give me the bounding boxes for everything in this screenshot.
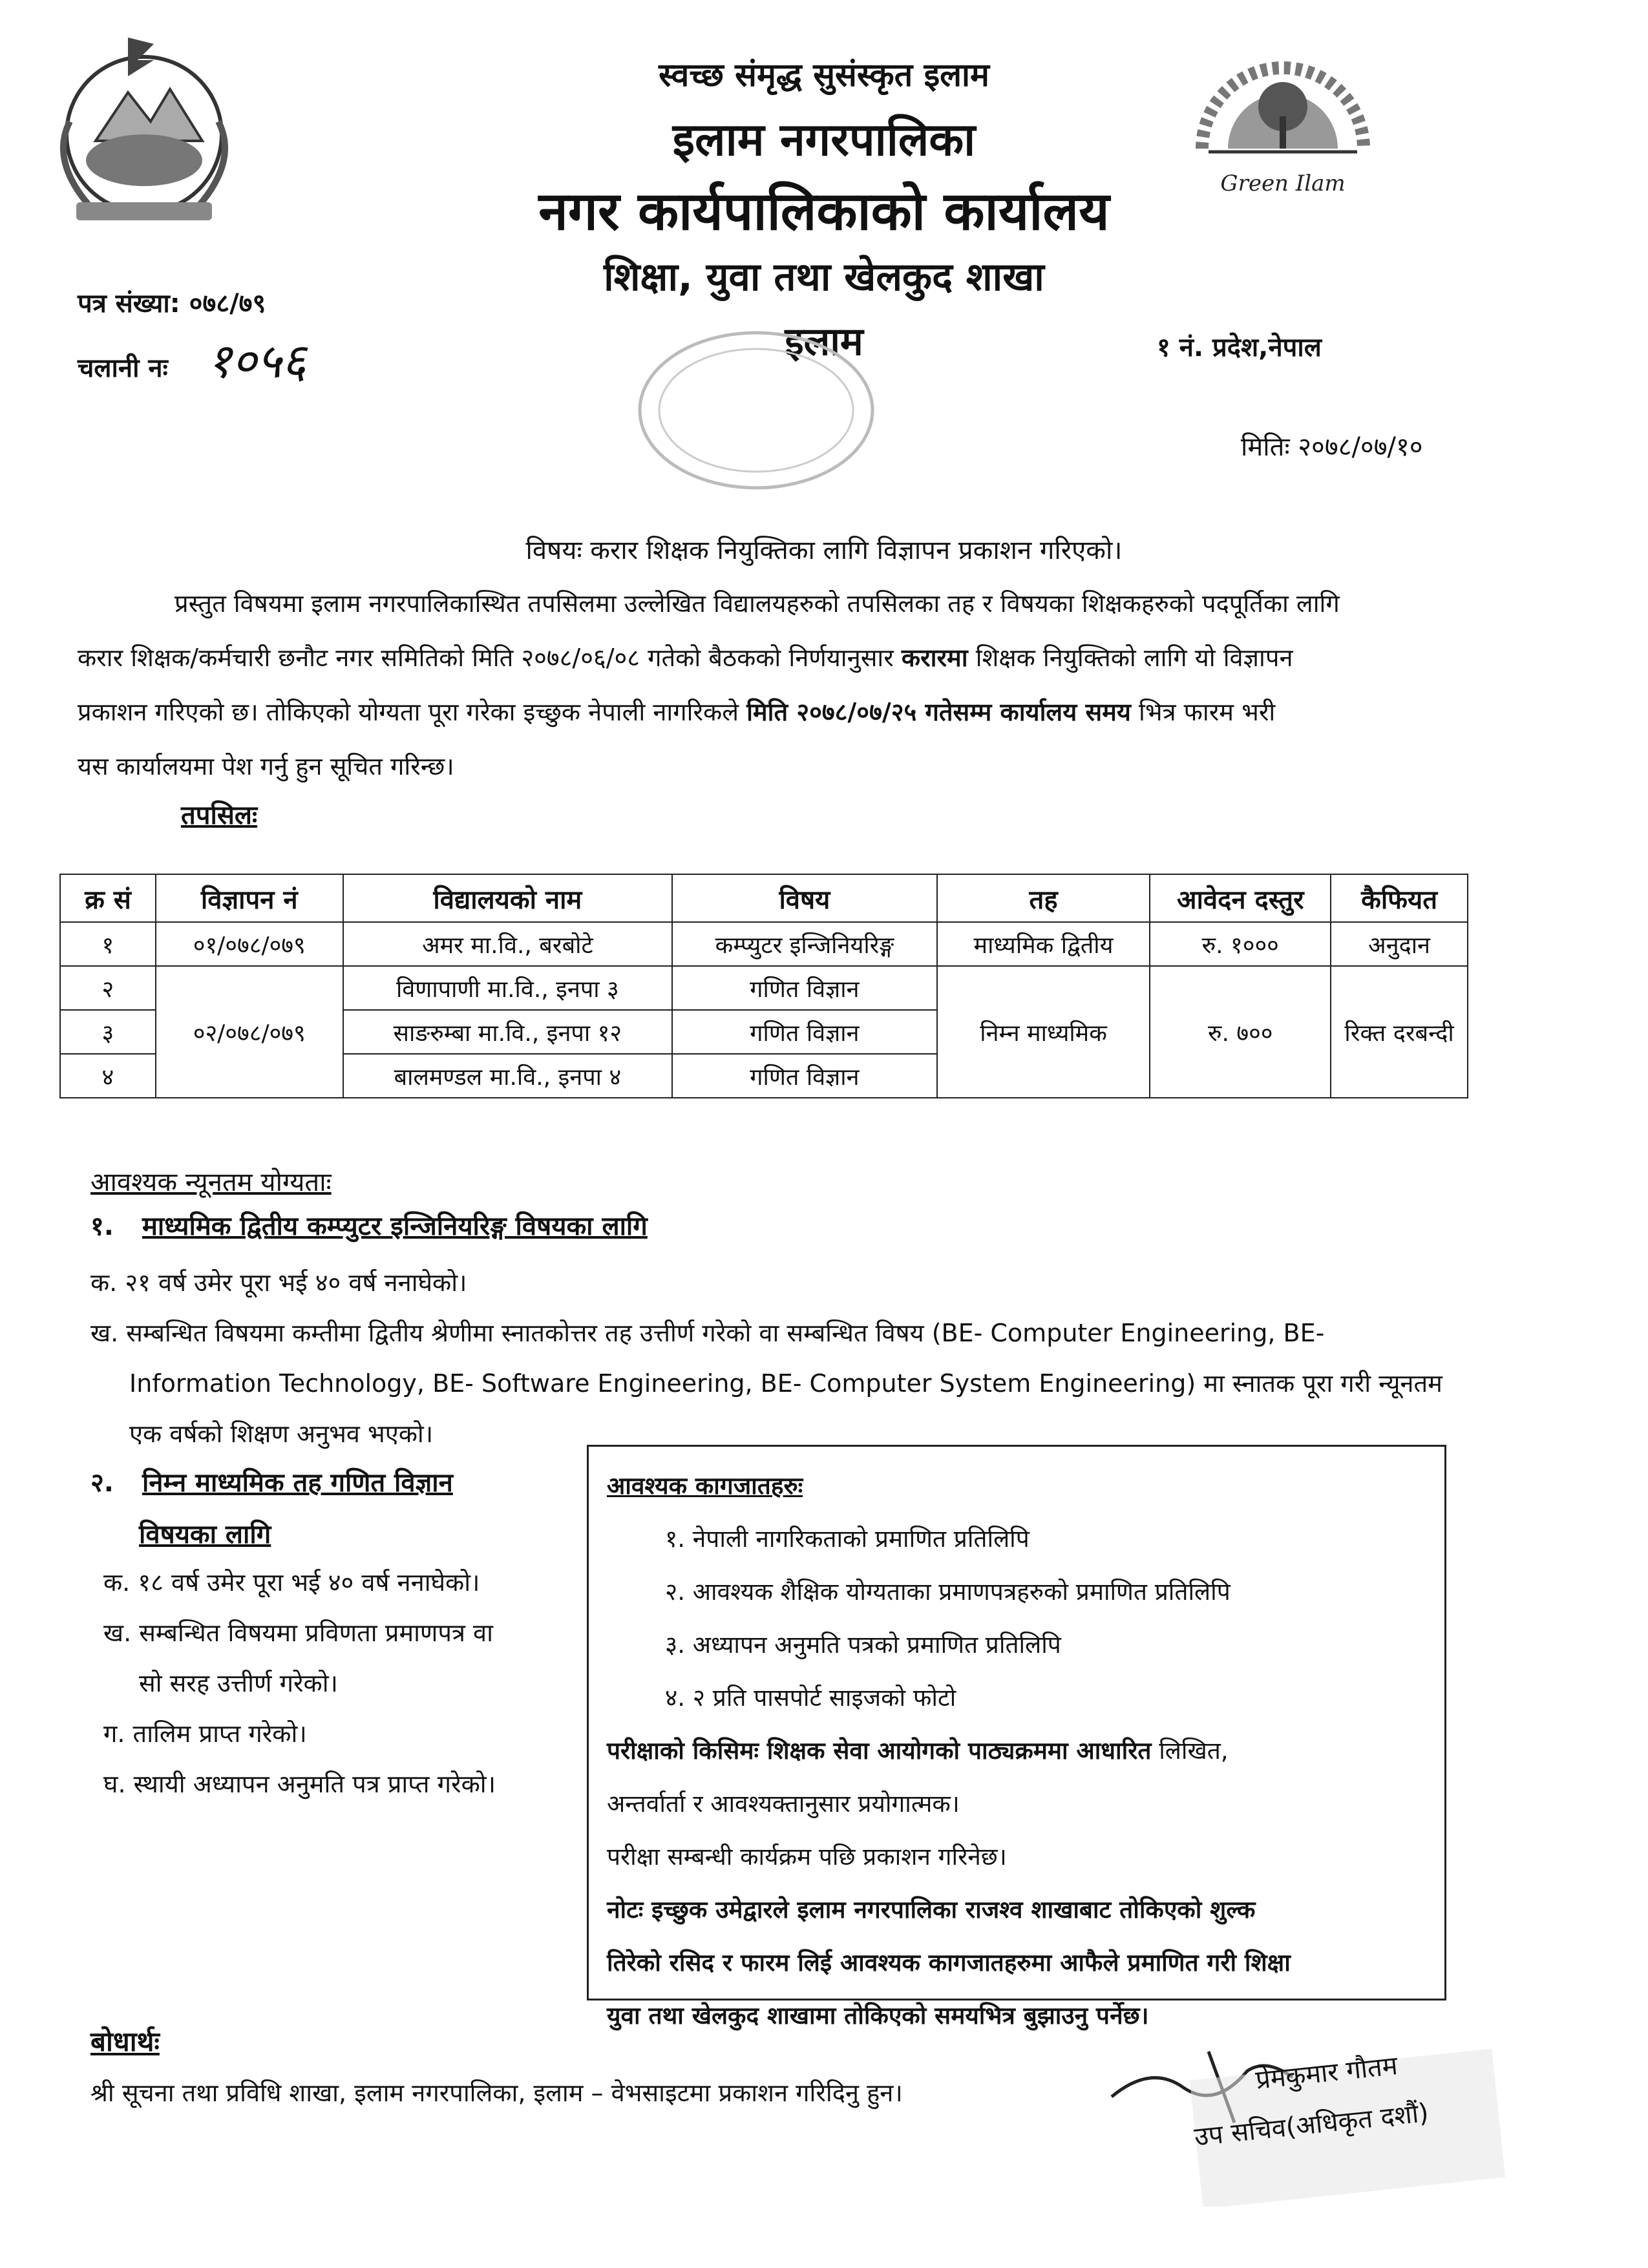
section2-title-line1: निम्न माध्यमिक तह गणित विज्ञान (142, 1468, 453, 1498)
row1-remark: अनुदान (1331, 922, 1468, 966)
subject-line (0, 531, 1648, 567)
list-item: ४. २ प्रति पासपोर्ट साइजको फोटो (665, 1684, 956, 1712)
list-item: ख. सम्बन्धित विषयमा प्रविणता प्रमाणपत्र वा (103, 1619, 493, 1647)
intro-line-2-a: करार शिक्षक/कर्मचारी छनौट नगर समितिको मिति २०७८/०६/०८ गतेको बैठकको निर्णयानुसार (78, 644, 894, 672)
documents-title: आवश्यक कागजातहरुः (607, 1472, 803, 1500)
header-level: तह (937, 874, 1150, 922)
list-item: ३. अध्यापन अनुमति पत्रको प्रमाणित प्रतिलिपि (665, 1631, 1061, 1659)
row4-school: बालमण्डल मा.वि., इनपा ४ (343, 1054, 672, 1098)
row3-school: साङरुम्बा मा.वि., इनपा १२ (343, 1010, 672, 1054)
table-header-row (60, 874, 1468, 922)
cc-title: बोधार्थः (90, 2026, 160, 2057)
date-value: २०७८/०७/१० (1298, 432, 1423, 462)
row2-sn: २ (60, 966, 156, 1010)
row1-ad-no: ०१/०७८/०७९ (156, 922, 343, 966)
list-item: क. २१ वर्ष उमेर पूरा भई ४० वर्ष ननाघेको। (90, 1268, 467, 1297)
header-subject: विषय (672, 874, 937, 922)
exam-schedule: परीक्षा सम्बन्धी कार्यक्रम पछि प्रकाशन गरिनेछ। (607, 1843, 1007, 1871)
row4-sn: ४ (60, 1054, 156, 1098)
row2-subject: गणित विज्ञान (672, 966, 937, 1010)
exam-type-line (607, 1725, 1431, 1778)
row4-subject: गणित विज्ञान (672, 1054, 937, 1098)
intro-line-1: प्रस्तुत विषयमा इलाम नगरपालिकास्थित तपसिलमा उल्लेखित विद्यालयहरुको तपसिलका तह र विषयका शिक्षकहरुको पदपूर्तिका लागि (174, 589, 1340, 618)
green-ilam-logo-text: Green Ilam (1220, 171, 1346, 196)
section1-list (90, 1257, 1499, 1459)
branch-name: शिक्षा, युवा तथा खेलकुद शाखा (604, 255, 1044, 300)
row2-school: विणापाणी मा.वि., इनपा ३ (343, 966, 672, 1010)
office-name: नगर कार्यपालिकाको कार्यालय (538, 181, 1110, 242)
section2-number: २. (90, 1468, 114, 1498)
letter-no-label: पत्र संख्या: (78, 289, 180, 319)
header-school: विद्यालयको नाम (343, 874, 672, 922)
intro-line-3-a: प्रकाशन गरिएको छ। तोकिएको योग्यता पूरा गरेका इच्छुक नेपाली नागरिकले (78, 698, 739, 726)
row1-level: माध्यमिक द्वितीय (937, 922, 1150, 966)
letter-no-value: ०७८/७९ (189, 289, 266, 319)
note-line-3: युवा तथा खेलकुद शाखामा तोकिएको समयभित्र बुझाउनु पर्नेछ। (607, 2002, 1149, 2030)
intro-line-2 (78, 631, 1486, 685)
exam-type-rest: लिखित, (1159, 1737, 1229, 1765)
office-place: इलाम (785, 319, 863, 364)
group-ad-no: ०२/०७८/०७९ (156, 966, 343, 1098)
intro-line-3-c: भित्र फारम भरी (1139, 698, 1276, 726)
vacancy-table (59, 874, 1468, 1098)
section1-number: १. (90, 1212, 114, 1241)
list-item: घ. स्थायी अध्यापन अनुमति पत्र प्राप्त गरेको। (103, 1770, 496, 1798)
row1-school: अमर मा.वि., बरबोटे (343, 922, 672, 966)
intro-line-3-bold: मिति २०७८/०७/२५ गतेसम्म कार्यालय समय (746, 698, 1131, 726)
group-remark: रिक्त दरबन्दी (1331, 966, 1468, 1098)
required-documents-box (587, 1445, 1446, 2030)
signatory-designation: उप सचिव(अधिकृत दशौं) (1192, 2097, 1430, 2152)
municipality-name: इलाम नगरपालिका (672, 113, 976, 166)
signatory-name: प्रेमकुमार गौतम (1254, 2050, 1399, 2095)
header-motto: स्वच्छ संमृद्ध सुसंस्कृत इलाम (659, 56, 989, 94)
date-label: मितिः (1241, 432, 1290, 462)
subject-text: करार शिक्षक नियुक्तिका लागि विज्ञापन प्रकाशन गरिएको। (590, 536, 1123, 565)
exam-type-label: परीक्षाको किसिमः शिक्षक सेवा आयोगको पाठ्यक्रममा आधारित (607, 1737, 1152, 1765)
row3-subject: गणित विज्ञान (672, 1010, 937, 1054)
note-line-2: तिरेको रसिद र फारम लिई आवश्यक कागजातहरुमा आफैले प्रमाणित गरी शिक्षा (607, 1949, 1291, 1977)
list-item: ग. तालिम प्राप्त गरेको। (103, 1719, 307, 1748)
list-item: क. १८ वर्ष उमेर पूरा भई ४० वर्ष ननाघेको। (103, 1568, 480, 1597)
table-row (60, 966, 1468, 1010)
group-fee: रु. ७०० (1150, 966, 1331, 1098)
section2-title-line2: विषयका लागि (139, 1520, 271, 1549)
dispatch-no-value: १०५६ (207, 333, 306, 389)
row1-sn: १ (60, 922, 156, 966)
header-remark: कैफियत (1331, 874, 1468, 922)
qualifications-title: आवश्यक न्यूनतम योग्यताः (90, 1168, 332, 1197)
header-fee: आवेदन दस्तुर (1150, 874, 1331, 922)
list-item: सो सरह उत्तीर्ण गरेको। (139, 1669, 338, 1697)
list-item: १. नेपाली नागरिकताको प्रमाणित प्रतिलिपि (665, 1525, 1030, 1553)
list-item: २. आवश्यक शैक्षिक योग्यताका प्रमाणपत्रहरुको प्रमाणित प्रतिलिपि (665, 1578, 1231, 1606)
note-line-1: नोटः इच्छुक उमेद्वारले इलाम नगरपालिका राजश्व शाखाबाट तोकिएको शुल्क (607, 1896, 1256, 1924)
table-row (60, 922, 1468, 966)
intro-line-3 (78, 685, 1486, 739)
row1-fee: रु. १००० (1150, 922, 1331, 966)
row1-subject: कम्प्युटर इन्जिनियरिङ्ग (672, 922, 937, 966)
list-item: एक वर्षको शिक्षण अनुभव भएको। (129, 1420, 434, 1448)
section1-title: माध्यमिक द्वितीय कम्प्युटर इन्जिनियरिङ्ग विषयका लागि (142, 1212, 648, 1241)
intro-line-4: यस कार्यालयमा पेश गर्नु हुन सूचित गरिन्छ। (78, 752, 454, 781)
header-ad-no: विज्ञापन नं (156, 874, 343, 922)
province-label: १ नं. प्रदेश,नेपाल (1157, 333, 1322, 362)
intro-line-2-bold: करारमा (901, 644, 968, 672)
list-item: ख. सम्बन्धित विषयमा कम्तीमा द्वितीय श्रेणीमा स्नातकोत्तर तह उत्तीर्ण गरेको वा सम्बन्धित विषय (BE- Computer Engineering, BE- (90, 1319, 1325, 1347)
cc-line: श्री सूचना तथा प्रविधि शाखा, इलाम नगरपालिका, इलाम – वेभसाइटमा प्रकाशन गरिदिनु हुन। (90, 2079, 903, 2107)
section2-list (103, 1557, 595, 1809)
intro-paragraph (78, 576, 1486, 793)
subject-label: विषयः (525, 536, 582, 565)
dispatch-no-label: चलानी नः (78, 353, 168, 383)
group-level: निम्न माध्यमिक (937, 966, 1150, 1098)
header-sn: क्र सं (60, 874, 156, 922)
office-stamp-icon (633, 320, 879, 501)
list-item: Information Technology, BE- Software Engineering, BE- Computer System Engineering) मा स्नातक पूरा गरी न्यूनतम (129, 1369, 1442, 1398)
exam-type-line-2: अन्तर्वार्ता र आवश्यक्तानुसार प्रयोगात्मक। (607, 1790, 960, 1818)
schedule-label: तपसिलः (181, 801, 258, 830)
row3-sn: ३ (60, 1010, 156, 1054)
intro-line-2-c: शिक्षक नियुक्तिको लागि यो विज्ञापन (975, 644, 1293, 672)
